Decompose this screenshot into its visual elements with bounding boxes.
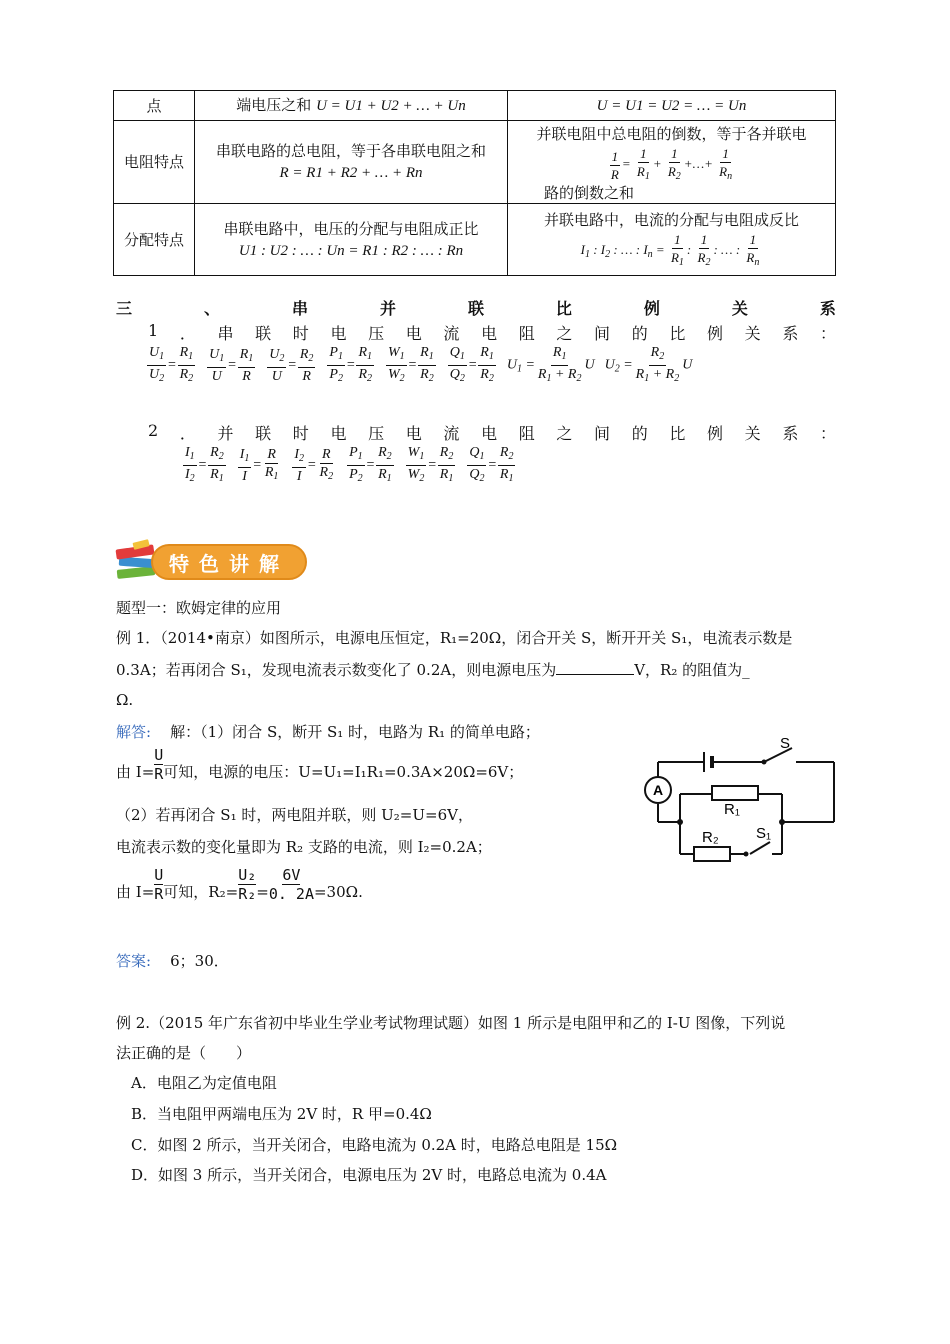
item2-heading: 2 ． 并 联 时 电 压 电 流 电 阻 之 间 的 比 例 关 系 ： xyxy=(148,421,836,443)
r2-fraction: $\frac{\text{U₂}}{\text{R₂}}$ xyxy=(238,866,257,903)
parallel-formula: $I_1$ : $I_2$ : … : $I_n$ = $\frac{1}{R_1}$ : $\frac{1}{R_2}$ : … : $\frac{1}{R_n}$ xyxy=(580,231,760,268)
ohm-fraction: $\frac{U}{R}$ xyxy=(154,746,164,783)
option-c: C．如图 2 所示，当开关闭合，电路电流为 0.2A 时，电路总电阻是 15Ω xyxy=(131,1136,618,1154)
value-fraction: $\frac{6V}{0. 2A}$ xyxy=(268,866,314,903)
series-cell xyxy=(195,91,508,121)
example2-line1: 例 2.（2015 年广东省初中毕业生学业考试物理试题）如图 1 所示是电阻甲和乙的 I-U 图像，下列说 xyxy=(116,1014,786,1032)
solution-line5: 由 I= $\frac{U}{R}$ 可知，R₂= $\frac{\text{U₂}}{\text{R₂}}$ = $\frac{6V}{0. 2A}$ =30Ω. xyxy=(116,866,363,903)
example1-line2: 0.3A；若再闭合 S₁，发现电流表示数变化了 0.2A，则电源电压为 V，R₂ 的阻值为_ xyxy=(116,658,750,681)
solution-line4: 电流表示数的变化量即为 R₂ 支路的电流，则 I₂=0.2A； xyxy=(116,838,492,856)
feature-banner xyxy=(113,538,308,588)
option-d: D．如图 3 所示，当开关闭合，电源电压为 2V 时，电路总电流为 0.4A xyxy=(131,1166,607,1184)
series-formula: U = U1 + U2 + … + Un xyxy=(316,98,466,114)
parallel-cell xyxy=(508,121,836,204)
series-cell xyxy=(195,121,508,204)
answer-value: 6；30． xyxy=(170,952,229,970)
example1-line3: Ω. xyxy=(116,691,134,709)
item1-heading: 1 ． 串 联 时 电 压 电 流 电 阻 之 间 的 比 例 关 系 ： xyxy=(148,321,836,343)
series-text: 串联电路的总电阻，等于各串联电阻之和 xyxy=(215,142,486,160)
series-ratio-formulas: $\frac{U_1}{U_2}$ = $\frac{R_1}{R_2}$ $\frac{U_1}{U}$ = $\frac{R_1}{R}$ $\frac{U_2}{U}$ = $\frac{R_2}{R}$ $\frac{P_1}{P_2}$ = $\frac{R_1}{R_2}$ $\frac{W_1}{W_2}$ = $\frac{R_1}{R_2}$ $\frac{Q_1}{Q_2}$ = $\frac{R_1}{R_2}$ $U_1$ = $\frac{R_1}{R_1 + R_2}$ U $U_2$ = $\frac{R_2}{R_1 + R_2}$ U xyxy=(149,345,693,384)
parallel-formula: $\frac{1}{R}$ = $\frac{1}{R_1}$ + $\frac{1}{R_2}$ +…+ $\frac{1}{R_n}$ xyxy=(610,146,733,182)
switch-s1-label: S₁ xyxy=(756,825,772,842)
parallel-text: 并联电路中，电流的分配与电阻成反比 xyxy=(543,210,799,229)
option-b: B．当电阻甲两端电压为 2V 时，R 甲=0.4Ω xyxy=(131,1105,432,1123)
comparison-table xyxy=(113,90,836,276)
series-prefix: 端电压之和 xyxy=(236,96,312,114)
r1-label: R₁ xyxy=(724,801,740,818)
series-text: 串联电路中，电压的分配与电阻成正比 xyxy=(223,219,479,238)
r2-label: R₂ xyxy=(702,829,719,846)
solution-line3: （2）若再闭合 S₁ 时，两电阻并联，则 U₂=U=6V， xyxy=(116,806,473,824)
solution-line1: 解答: 解：（1）闭合 S，断开 S₁ 时，电路为 R₁ 的简单电路； xyxy=(116,723,540,741)
parallel-text: 并联电阻中总电阻的倒数，等于各并联电 xyxy=(536,125,807,143)
question-type: 题型一：欧姆定律的应用 xyxy=(116,599,282,617)
banner-label: 特色讲解 xyxy=(151,544,307,580)
example1-line1: 例 1．（2014•南京）如图所示，电源电压恒定，R₁=20Ω，闭合开关 S，断开开关 S₁，电流表示数是 xyxy=(116,629,793,647)
parallel-text-end: 路的倒数之和 xyxy=(544,184,635,202)
answer-blank xyxy=(556,658,634,675)
answer-label: 答案: xyxy=(116,952,152,970)
option-a: A．电阻乙为定值电阻 xyxy=(131,1074,277,1092)
switch-s-label: S xyxy=(780,735,791,752)
row-label: 点 xyxy=(114,91,195,121)
row-label: 电阻特点 xyxy=(114,121,195,204)
ammeter-label: A xyxy=(652,782,664,798)
parallel-formula: U = U1 = U2 = … = Un xyxy=(596,98,747,114)
example2-line2: 法正确的是（ ） xyxy=(116,1044,252,1062)
parallel-ratio-formulas: $\frac{I_1}{I_2}$ = $\frac{R_2}{R_1}$ $\frac{I_1}{I}$ = $\frac{R}{R_1}$ $\frac{I_2}{I}$ = $\frac{R}{R_2}$ $\frac{P_1}{P_2}$ = $\frac{R_2}{R_1}$ $\frac{W_1}{W_2}$ = $\frac{R_2}{R_1}$ $\frac{Q_1}{Q_2}$ = $\frac{R_2}{R_1}$ xyxy=(185,445,514,484)
answer-line xyxy=(116,950,229,972)
series-formula: R = R1 + R2 + … + Rn xyxy=(279,165,423,181)
row-label: 分配特点 xyxy=(114,204,195,276)
series-cell xyxy=(195,204,508,276)
solution-label: 解答: xyxy=(116,723,152,741)
parallel-cell xyxy=(508,91,836,121)
circuit-diagram xyxy=(632,734,844,866)
section-title: 三 、 串 并 联 比 例 关 系 xyxy=(116,299,836,318)
series-formula: U1 : U2 : … : Un = R1 : R2 : … : Rn xyxy=(238,242,464,259)
solution-line2: 由 I= $\frac{U}{R}$ 可知，电源的电压：U=U₁=I₁R₁=0.3A×20Ω=6V； xyxy=(116,746,524,783)
parallel-cell xyxy=(508,204,836,276)
ohm-fraction: $\frac{U}{R}$ xyxy=(154,866,164,903)
